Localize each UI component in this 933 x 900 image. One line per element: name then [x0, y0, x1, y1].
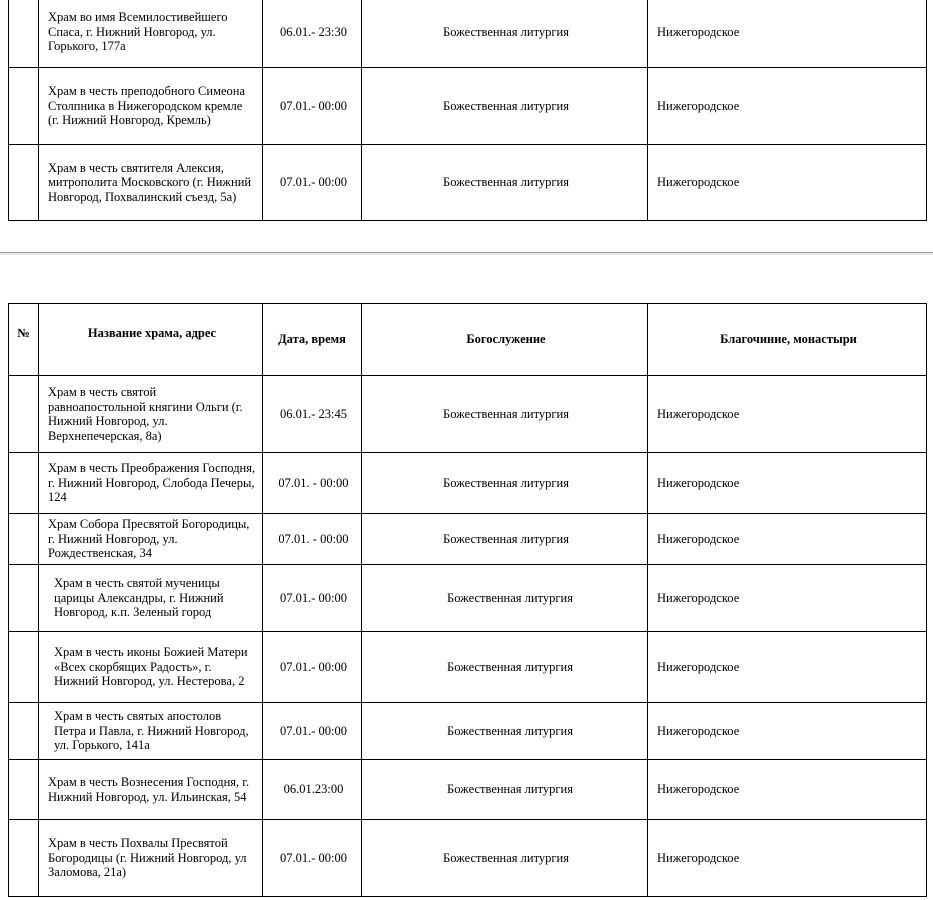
datetime-cell: 07.01. - 00:00 [263, 514, 362, 565]
row-number-cell [9, 68, 39, 145]
church-name-cell: Храм в честь преподобного Симеона Столпника в Нижегородском кремле (г. Нижний Новгород, Кремль) [39, 68, 263, 145]
service-cell: Божественная литургия [362, 453, 648, 514]
service-cell: Божественная литургия [362, 145, 648, 221]
previous-page-fragment [0, 0, 933, 253]
church-name-cell: Храм в честь святых апостолов Петра и Павла, г. Нижний Новгород, ул. Горького, 141а [39, 703, 263, 760]
deanery-cell: Нижегородское [648, 565, 927, 632]
service-cell: Божественная литургия [362, 703, 648, 760]
deanery-cell: Нижегородское [648, 453, 927, 514]
header-service: Богослужение [362, 304, 648, 376]
schedule-table [8, 303, 927, 897]
deanery-cell: Нижегородское [648, 632, 927, 703]
row-number-cell [9, 760, 39, 820]
deanery-cell: Нижегородское [648, 760, 927, 820]
deanery-cell: Нижегородское [648, 376, 927, 453]
deanery-cell: Нижегородское [648, 820, 927, 897]
deanery-cell: Нижегородское [648, 145, 927, 221]
schedule-table-continued [8, 0, 927, 221]
datetime-cell: 07.01.- 00:00 [263, 565, 362, 632]
table-row [9, 145, 927, 221]
datetime-cell: 06.01.- 23:30 [263, 0, 362, 68]
service-cell: Божественная литургия [362, 68, 648, 145]
row-number-cell [9, 514, 39, 565]
table-row [9, 453, 927, 514]
service-cell: Божественная литургия [362, 0, 648, 68]
deanery-cell: Нижегородское [648, 68, 927, 145]
row-number-cell [9, 703, 39, 760]
church-name-cell: Храм в честь святителя Алексия, митрополита Московского (г. Нижний Новгород, Похвалинский съезд, 5а) [39, 145, 263, 221]
table-row [9, 0, 927, 68]
datetime-cell: 07.01.- 00:00 [263, 68, 362, 145]
church-name-cell: Храм в честь святой равноапостольной княгини Ольги (г. Нижний Новгород, ул. Верхнепечерская, 8а) [39, 376, 263, 453]
service-cell: Божественная литургия [362, 632, 648, 703]
deanery-cell: Нижегородское [648, 514, 927, 565]
header-church-name: Название храма, адрес [39, 304, 263, 376]
datetime-cell: 07.01. - 00:00 [263, 453, 362, 514]
deanery-cell: Нижегородское [648, 703, 927, 760]
church-name-cell: Храм во имя Всемилостивейшего Спаса, г. Нижний Новгород, ул. Горького, 177а [39, 0, 263, 68]
church-name-cell: Храм в честь Похвалы Пресвятой Богородицы (г. Нижний Новгород, ул Заломова, 21а) [39, 820, 263, 897]
row-number-cell [9, 632, 39, 703]
table-row [9, 565, 927, 632]
table-row [9, 760, 927, 820]
table-header-row [9, 304, 927, 376]
table-row [9, 68, 927, 145]
church-name-cell: Храм в честь иконы Божией Матери «Всех скорбящих Радость», г. Нижний Новгород, ул. Нестерова, 2 [39, 632, 263, 703]
row-number-cell [9, 0, 39, 68]
row-number-cell [9, 376, 39, 453]
table-row [9, 820, 927, 897]
current-page [0, 255, 933, 900]
row-number-cell [9, 565, 39, 632]
church-name-cell: Храм в честь Вознесения Господня, г. Нижний Новгород, ул. Ильинская, 54 [39, 760, 263, 820]
row-number-cell [9, 453, 39, 514]
datetime-cell: 07.01.- 00:00 [263, 145, 362, 221]
table-row [9, 514, 927, 565]
row-number-cell [9, 820, 39, 897]
header-number: № [9, 304, 39, 376]
church-name-cell: Храм Собора Пресвятой Богородицы, г. Нижний Новгород, ул. Рождественская, 34 [39, 514, 263, 565]
church-name-cell: Храм в честь Преображения Господня, г. Нижний Новгород, Слобода Печеры, 124 [39, 453, 263, 514]
table-row [9, 376, 927, 453]
datetime-cell: 07.01.- 00:00 [263, 703, 362, 760]
deanery-cell: Нижегородское [648, 0, 927, 68]
table-row [9, 703, 927, 760]
service-cell: Божественная литургия [362, 565, 648, 632]
header-datetime: Дата, время [263, 304, 362, 376]
datetime-cell: 07.01.- 00:00 [263, 632, 362, 703]
row-number-cell [9, 145, 39, 221]
table-row [9, 632, 927, 703]
header-deanery: Благочиние, монастыри [648, 304, 927, 376]
service-cell: Божественная литургия [362, 376, 648, 453]
service-cell: Божественная литургия [362, 820, 648, 897]
service-cell: Божественная литургия [362, 514, 648, 565]
church-name-cell: Храм в честь святой мученицы царицы Александры, г. Нижний Новгород, к.п. Зеленый город [39, 565, 263, 632]
service-cell: Божественная литургия [362, 760, 648, 820]
datetime-cell: 07.01.- 00:00 [263, 820, 362, 897]
datetime-cell: 06.01.- 23:45 [263, 376, 362, 453]
datetime-cell: 06.01.23:00 [263, 760, 362, 820]
